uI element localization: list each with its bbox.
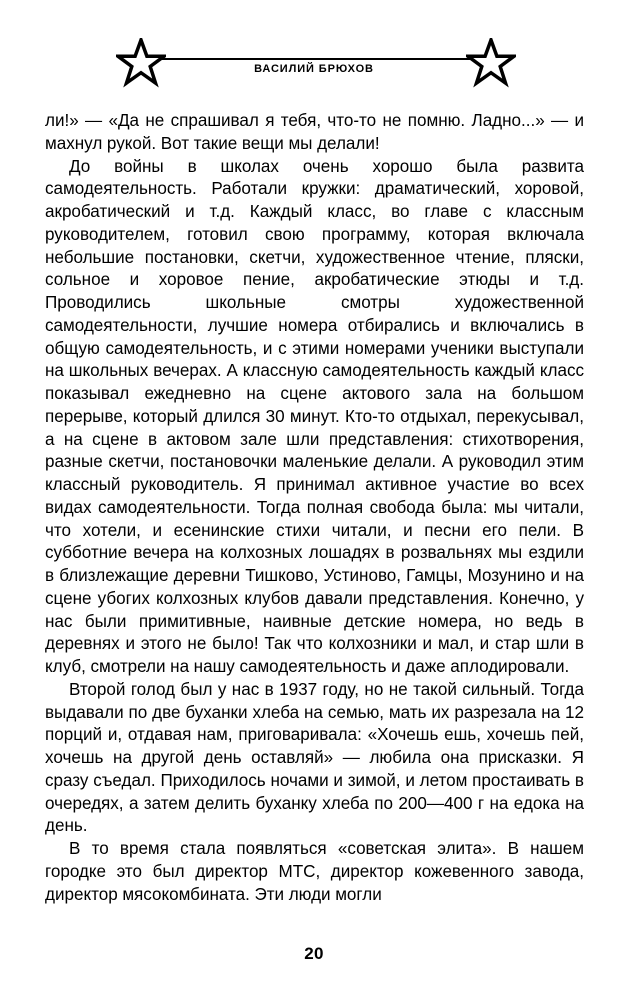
running-head [0, 38, 628, 100]
body-paragraph: Второй голод был у нас в 1937 году, но не такой сильный. Тогда выдавали по две буханки хлеба на семью, мать их разрезала на 12 порций и, отдавая нам, приговаривала: «Хочешь ешь, хочешь пей, хочешь на другой день оставляй» — любила она присказки. Я сразу съедал. Приходилось ночами и зимой, и летом простаивать в очередях, а затем делить буханку хлеба по 200—400 г на едока на день. [45, 679, 584, 836]
running-head-title: ВАСИЛИЙ БРЮХОВ [254, 63, 374, 75]
body-paragraph: В то время стала появляться «советская элита». В нашем городке это был директор МТС, директор кожевенного завода, директор мясокомбината. Эти люди могли [45, 839, 584, 904]
page-body [45, 110, 584, 906]
page-number: 20 [304, 944, 324, 963]
running-head-rule [140, 58, 496, 60]
body-paragraph: ли!» — «Да не спрашивал я тебя, что-то не помню. Ладно...» — и махнул рукой. Вот такие вещи мы делали! [45, 111, 584, 153]
body-paragraph: До войны в школах очень хорошо была развита самодеятельность. Работали кружки: драматический, хоровой, акробатический и т.д. Каждый класс, во главе с классным руководителем, готовил свою программу, которая включала небольшие постановки, скетчи, художественное чтение, пляски, сольное и хоровое пение, акробатические этюды и т.д. Проводились школьные смотры художественной самодеятельности, лучшие номера отбирались и включались в общую самодеятельность, и с этими номерами ученики выступали на школьных вечерах. А классную самодеятельность каждый класс показывал ежедневно на сцене актового зала на большом перерыве, который длился 30 минут. Кто-то отдыхал, перекусывал, а на сцене в актовом зале шли представления: стихотворения, разные скетчи, постановочки маленькие делали. А руководил этим классный руководитель. Я принимал активное участие во всех видах самодеятельности. Тогда полная свобода была: мы читали, что хотели, и есенинские стихи читали, и песни его пели. В субботние вечера на колхозных лошадях в розвальнях мы ездили в близлежащие деревни Тишково, Устиново, Гамцы, Мозунино и на сцене убогих колхозных клубов давали представления. Конечно, у нас были примитивные, наивные детские номера, но ведь в деревнях и этого не было! Так что колхозники и мал, и стар шли в клуб, смотрели на нашу самодеятельность и даже аплодировали. [45, 156, 584, 676]
